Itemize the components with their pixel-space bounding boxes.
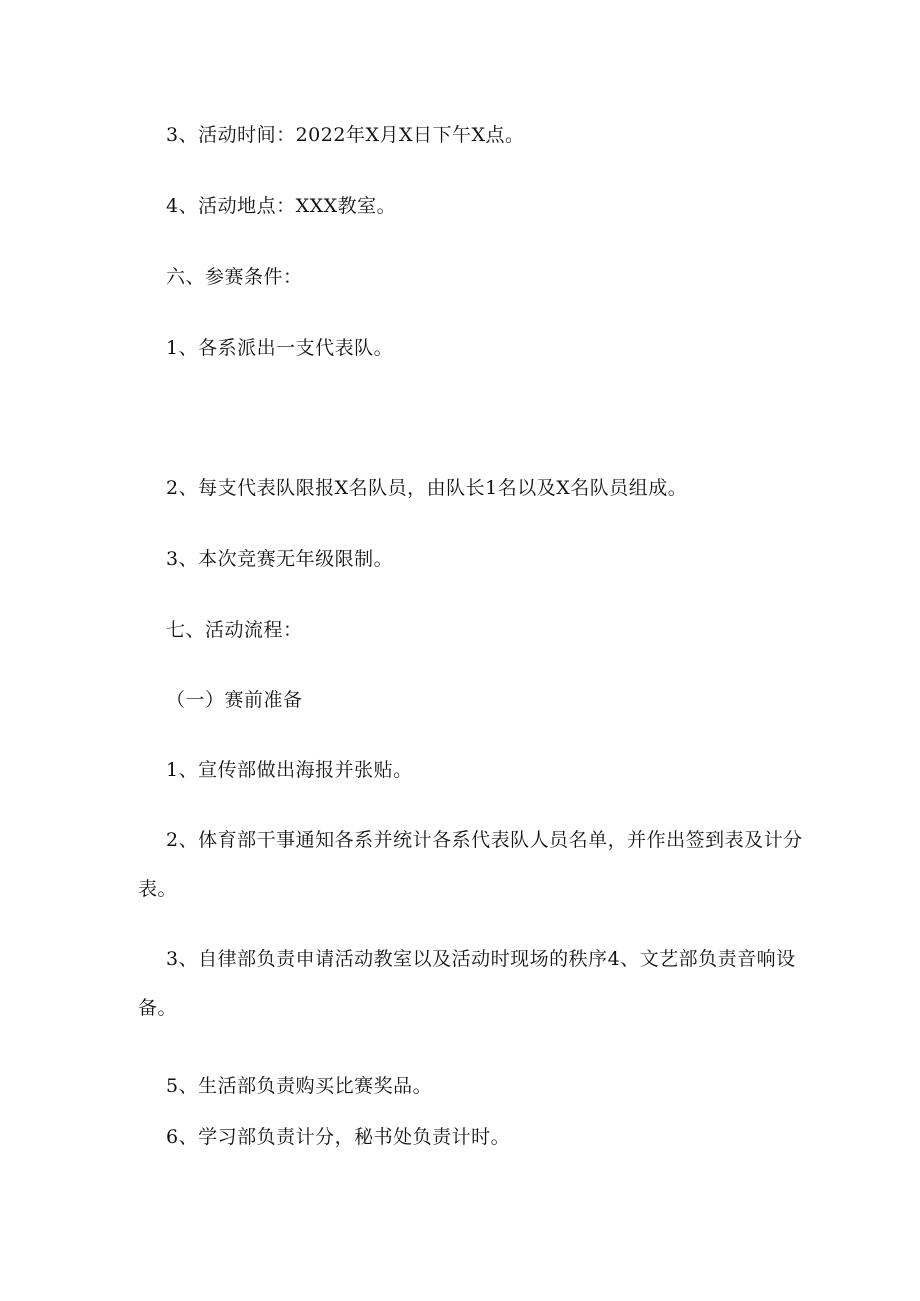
paragraph-activity-location: 4、活动地点：XXX教室。 <box>166 195 397 217</box>
paragraph-activity-time: 3、活动时间：2022年X月X日下午X点。 <box>166 124 525 146</box>
section-heading-activity-process: 七、活动流程： <box>166 619 303 641</box>
paragraph-prep-2: 2、体育部干事通知各系并统计各系代表队人员名单，并作出签到表及计分 <box>166 829 803 851</box>
subsection-heading-preparation: （一）赛前准备 <box>166 689 303 711</box>
paragraph-prep-3-4-continued: 备。 <box>138 997 178 1019</box>
section-heading-entry-conditions: 六、参赛条件： <box>166 266 303 288</box>
paragraph-prep-2-continued: 表。 <box>138 878 178 900</box>
paragraph-condition-1: 1、各系派出一支代表队。 <box>166 337 394 359</box>
paragraph-prep-1: 1、宣传部做出海报并张贴。 <box>166 759 413 781</box>
paragraph-prep-5: 5、生活部负责购买比赛奖品。 <box>166 1075 433 1097</box>
paragraph-prep-6: 6、学习部负责计分，秘书处负责计时。 <box>166 1126 511 1148</box>
paragraph-condition-2: 2、每支代表队限报X名队员，由队长1名以及X名队员组成。 <box>166 477 688 499</box>
paragraph-prep-3-4: 3、自律部负责申请活动教室以及活动时现场的秩序4、文艺部负责音响设 <box>166 948 796 970</box>
paragraph-condition-3: 3、本次竞赛无年级限制。 <box>166 548 394 570</box>
